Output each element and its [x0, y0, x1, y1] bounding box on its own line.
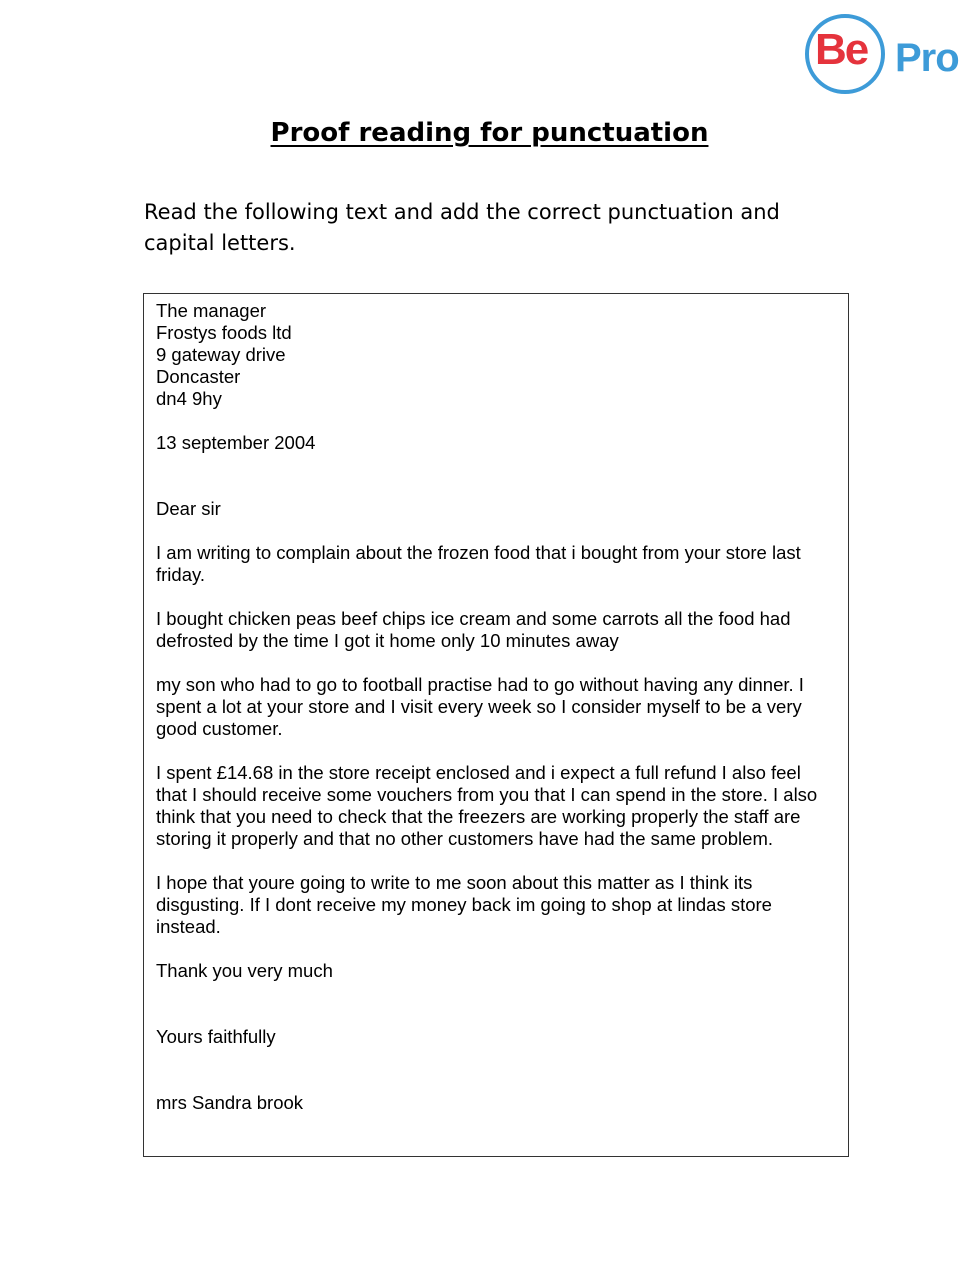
address-line: The manager [156, 300, 267, 321]
letter-paragraph: I bought chicken peas beef chips ice cream and some carrots all the food had defrosted by the time I got it home only 10 minutes away [156, 608, 791, 651]
letter-paragraph: Thank you very much [156, 960, 333, 981]
letter-box [143, 293, 849, 1157]
closing: Yours faithfully [156, 1026, 276, 1047]
salutation: Dear sir [156, 498, 221, 519]
logo-be-text: Be [815, 25, 868, 74]
letter-paragraph: I hope that youre going to write to me soon about this matter as I think its disgusting. If I dont receive my money back im going to shop at lindas store instead. [156, 872, 772, 937]
signature: mrs Sandra brook [156, 1092, 304, 1113]
address-line: 9 gateway drive [156, 344, 286, 365]
page-title: Proof reading for punctuation [270, 118, 709, 148]
address-line: dn4 9hy [156, 388, 222, 409]
letter-paragraph: I am writing to complain about the frozen food that i bought from your store last friday. [156, 542, 801, 585]
letter-paragraph: I spent £14.68 in the store receipt enclosed and i expect a full refund I also feel that I should receive some vouchers from you that I can spend in the store. I also think that you need to check that the freezers are working properly the staff are storing it properly and that no other customers have had the same problem. [156, 762, 818, 849]
address-line: Doncaster [156, 366, 241, 387]
letter-date: 13 september 2004 [156, 432, 316, 453]
letter-paragraph: my son who had to go to football practise had to go without having any dinner. I spent a lot at your store and I visit every week so I consider myself to be a very good customer. [156, 674, 804, 739]
logo-pro-text: Pro [895, 36, 959, 80]
address-block [156, 300, 836, 410]
instructions: Read the following text and add the correct punctuation and capital letters. [144, 200, 780, 255]
bepro-logo [800, 12, 976, 102]
address-line: Frostys foods ltd [156, 322, 292, 343]
